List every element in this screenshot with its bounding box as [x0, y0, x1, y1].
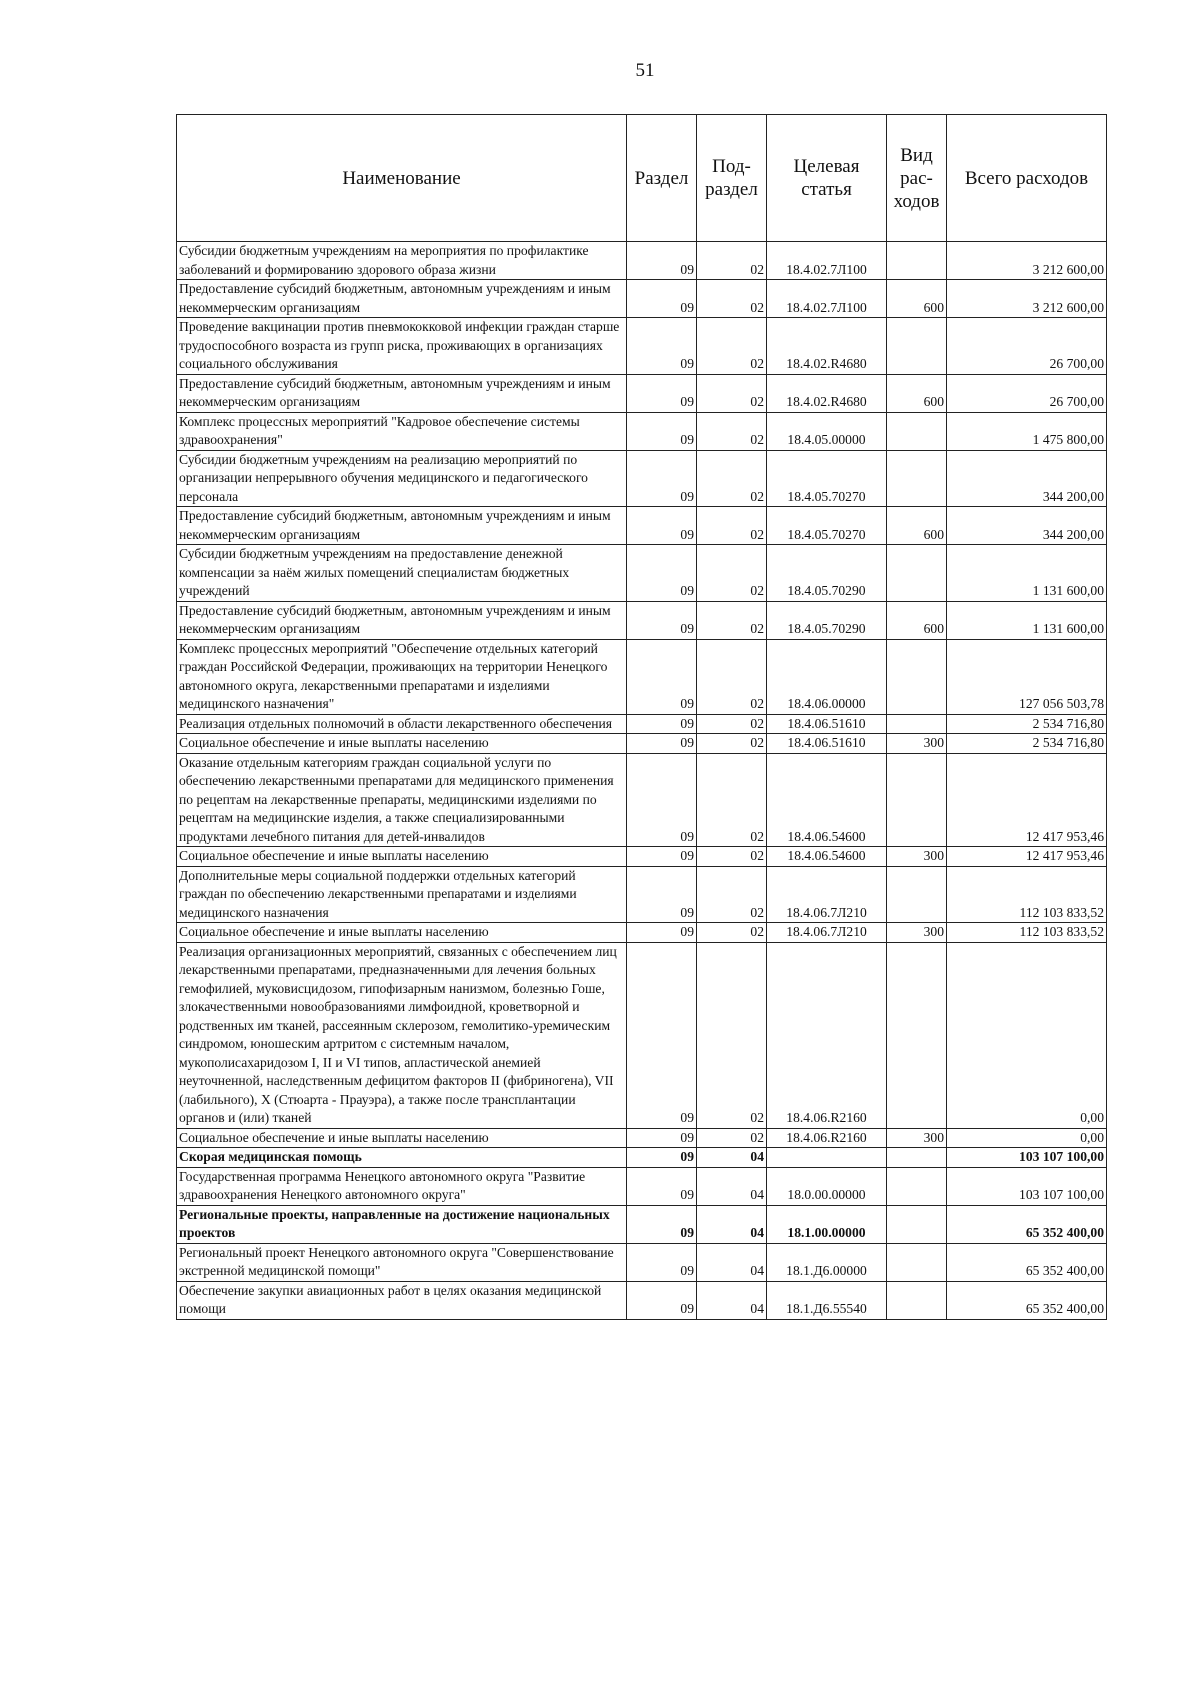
table-cell-article: 18.4.02.7Л100 — [767, 242, 887, 280]
table-cell-subsection: 02 — [697, 507, 767, 545]
table-cell-article: 18.4.05.70270 — [767, 450, 887, 507]
header-kind: Вид рас-ходов — [887, 115, 947, 242]
table-cell-section: 09 — [627, 734, 697, 754]
table-cell-total: 127 056 503,78 — [947, 639, 1107, 714]
table-row — [177, 412, 1107, 450]
table-cell-total: 1 131 600,00 — [947, 601, 1107, 639]
table-cell-subsection: 02 — [697, 280, 767, 318]
table-cell-name: Обеспечение закупки авиационных работ в целях оказания медицинской помощи — [177, 1281, 627, 1319]
table-cell-article: 18.4.02.R4680 — [767, 318, 887, 375]
table-cell-kind — [887, 1243, 947, 1281]
table-cell-name: Субсидии бюджетным учреждениям на мероприятия по профилактике заболеваний и формированию здорового образа жизни — [177, 242, 627, 280]
table-cell-subsection: 04 — [697, 1167, 767, 1205]
table-cell-article: 18.1.Д6.00000 — [767, 1243, 887, 1281]
table-cell-total: 344 200,00 — [947, 450, 1107, 507]
table-cell-article: 18.4.05.70270 — [767, 507, 887, 545]
budget-table — [176, 114, 1107, 1320]
table-cell-total: 0,00 — [947, 942, 1107, 1128]
table-cell-total: 1 131 600,00 — [947, 545, 1107, 602]
table-cell-section: 09 — [627, 714, 697, 734]
table-cell-kind — [887, 545, 947, 602]
table-cell-section: 09 — [627, 507, 697, 545]
table-cell-subsection: 02 — [697, 734, 767, 754]
table-row — [177, 318, 1107, 375]
table-cell-kind: 600 — [887, 601, 947, 639]
table-row — [177, 450, 1107, 507]
table-cell-section: 09 — [627, 412, 697, 450]
header-name: Наименование — [177, 115, 627, 242]
table-cell-article: 18.4.06.7Л210 — [767, 866, 887, 923]
table-cell-section: 09 — [627, 280, 697, 318]
table-cell-article: 18.4.05.70290 — [767, 545, 887, 602]
table-cell-kind — [887, 242, 947, 280]
table-cell-kind: 600 — [887, 507, 947, 545]
table-cell-name: Субсидии бюджетным учреждениям на реализацию мероприятий по организации непрерывного обучения медицинского и педагогического персонала — [177, 450, 627, 507]
table-cell-total: 65 352 400,00 — [947, 1205, 1107, 1243]
table-cell-subsection: 02 — [697, 545, 767, 602]
table-cell-kind — [887, 1205, 947, 1243]
header-article: Целевая статья — [767, 115, 887, 242]
table-cell-section: 09 — [627, 374, 697, 412]
table-cell-subsection: 02 — [697, 942, 767, 1128]
table-cell-name: Комплекс процессных мероприятий "Обеспечение отдельных категорий граждан Российской Федерации, проживающих на территории Ненецкого автономного округа, лекарственными препаратами и изделиями медицинского назначения" — [177, 639, 627, 714]
table-cell-article: 18.4.06.54600 — [767, 753, 887, 847]
table-cell-article: 18.0.00.00000 — [767, 1167, 887, 1205]
table-row — [177, 507, 1107, 545]
table-cell-kind — [887, 714, 947, 734]
table-cell-total: 65 352 400,00 — [947, 1281, 1107, 1319]
table-cell-name: Социальное обеспечение и иные выплаты населению — [177, 847, 627, 867]
header-section: Раздел — [627, 115, 697, 242]
table-cell-total: 12 417 953,46 — [947, 847, 1107, 867]
table-cell-name: Комплекс процессных мероприятий "Кадровое обеспечение системы здравоохранения" — [177, 412, 627, 450]
table-cell-section: 09 — [627, 866, 697, 923]
table-cell-name: Скорая медицинская помощь — [177, 1148, 627, 1168]
table-cell-section: 09 — [627, 1243, 697, 1281]
table-cell-article: 18.4.02.7Л100 — [767, 280, 887, 318]
table-cell-name: Социальное обеспечение и иные выплаты населению — [177, 923, 627, 943]
table-cell-total: 26 700,00 — [947, 318, 1107, 375]
table-row — [177, 734, 1107, 754]
table-row — [177, 242, 1107, 280]
table-cell-total: 0,00 — [947, 1128, 1107, 1148]
table-cell-kind: 300 — [887, 847, 947, 867]
table-row — [177, 1148, 1107, 1168]
table-cell-kind: 600 — [887, 374, 947, 412]
table-cell-article: 18.1.Д6.55540 — [767, 1281, 887, 1319]
table-row — [177, 1128, 1107, 1148]
table-cell-article: 18.4.05.70290 — [767, 601, 887, 639]
table-cell-name: Социальное обеспечение и иные выплаты населению — [177, 1128, 627, 1148]
table-cell-name: Реализация отдельных полномочий в области лекарственного обеспечения — [177, 714, 627, 734]
table-cell-article: 18.4.05.00000 — [767, 412, 887, 450]
table-cell-subsection: 02 — [697, 450, 767, 507]
table-cell-article: 18.4.02.R4680 — [767, 374, 887, 412]
table-row — [177, 942, 1107, 1128]
table-cell-total: 65 352 400,00 — [947, 1243, 1107, 1281]
table-cell-kind: 600 — [887, 280, 947, 318]
table-cell-subsection: 02 — [697, 1128, 767, 1148]
table-cell-kind: 300 — [887, 734, 947, 754]
table-cell-article: 18.4.06.00000 — [767, 639, 887, 714]
header-total: Всего расходов — [947, 115, 1107, 242]
table-cell-section: 09 — [627, 942, 697, 1128]
table-row — [177, 1243, 1107, 1281]
header-subsection: Под-раздел — [697, 115, 767, 242]
table-row — [177, 866, 1107, 923]
table-cell-article: 18.4.06.51610 — [767, 734, 887, 754]
table-cell-section: 09 — [627, 1167, 697, 1205]
table-cell-subsection: 04 — [697, 1205, 767, 1243]
table-row — [177, 374, 1107, 412]
table-cell-section: 09 — [627, 601, 697, 639]
page-number: 51 — [635, 60, 655, 81]
table-cell-subsection: 02 — [697, 242, 767, 280]
table-cell-subsection: 02 — [697, 374, 767, 412]
table-cell-section: 09 — [627, 923, 697, 943]
table-cell-article: 18.4.06.R2160 — [767, 1128, 887, 1148]
table-cell-kind — [887, 1167, 947, 1205]
table-cell-subsection: 02 — [697, 866, 767, 923]
table-cell-total: 3 212 600,00 — [947, 280, 1107, 318]
table-cell-name: Реализация организационных мероприятий, связанных с обеспечением лиц лекарственными препаратами, предназначенными для лечения больных гемофилией, муковисцидозом, гипофизарным нанизмом, болезнью Гоше, злокачественными новообразованиями лимфоидной, кроветворной и родственных им тканей, рассеянным склерозом, гемолитико-уремическим синдромом, юношеским артритом с системным началом, мукополисахаридозом I, II и VI типов, апластической анемией неуточненной, наследственным дефицитом факторов II (фибриногена), VII (лабильного), X (Стюарта - Прауэра), а также после трансплантации органов и (или) тканей — [177, 942, 627, 1128]
table-cell-kind — [887, 318, 947, 375]
table-cell-subsection: 04 — [697, 1281, 767, 1319]
table-cell-total: 26 700,00 — [947, 374, 1107, 412]
table-row — [177, 1167, 1107, 1205]
table-cell-section: 09 — [627, 1128, 697, 1148]
table-cell-total: 344 200,00 — [947, 507, 1107, 545]
table-cell-section: 09 — [627, 1281, 697, 1319]
table-row — [177, 714, 1107, 734]
table-cell-total: 103 107 100,00 — [947, 1167, 1107, 1205]
table-cell-name: Социальное обеспечение и иные выплаты населению — [177, 734, 627, 754]
table-cell-name: Проведение вакцинации против пневмококковой инфекции граждан старше трудоспособного возраста из групп риска, проживающих в организациях социального обслуживания — [177, 318, 627, 375]
table-cell-total: 112 103 833,52 — [947, 866, 1107, 923]
header-row — [177, 115, 1107, 242]
table-cell-subsection: 02 — [697, 847, 767, 867]
table-cell-subsection: 02 — [697, 639, 767, 714]
table-cell-article: 18.4.06.7Л210 — [767, 923, 887, 943]
table-row — [177, 847, 1107, 867]
table-cell-name: Региональный проект Ненецкого автономного округа "Совершенствование экстренной медицинской помощи" — [177, 1243, 627, 1281]
table-cell-kind — [887, 753, 947, 847]
table-cell-subsection: 02 — [697, 412, 767, 450]
table-row — [177, 923, 1107, 943]
table-cell-subsection: 02 — [697, 318, 767, 375]
table-cell-kind — [887, 1148, 947, 1168]
table-cell-kind — [887, 639, 947, 714]
table-cell-subsection: 02 — [697, 923, 767, 943]
table-cell-total: 112 103 833,52 — [947, 923, 1107, 943]
table-cell-name: Региональные проекты, направленные на достижение национальных проектов — [177, 1205, 627, 1243]
table-cell-subsection: 02 — [697, 753, 767, 847]
table-cell-section: 09 — [627, 242, 697, 280]
table-cell-name: Предоставление субсидий бюджетным, автономным учреждениям и иным некоммерческим организациям — [177, 280, 627, 318]
table-cell-subsection: 02 — [697, 601, 767, 639]
table-cell-section: 09 — [627, 1148, 697, 1168]
table-cell-subsection: 04 — [697, 1148, 767, 1168]
table-cell-section: 09 — [627, 1205, 697, 1243]
table-row — [177, 545, 1107, 602]
table-cell-total: 12 417 953,46 — [947, 753, 1107, 847]
table-cell-section: 09 — [627, 753, 697, 847]
table-cell-article: 18.1.00.00000 — [767, 1205, 887, 1243]
table-row — [177, 280, 1107, 318]
table-cell-name: Дополнительные меры социальной поддержки отдельных категорий граждан по обеспечению лекарственными препаратами и изделиями медицинского назначения — [177, 866, 627, 923]
table-cell-article: 18.4.06.54600 — [767, 847, 887, 867]
table-cell-name: Предоставление субсидий бюджетным, автономным учреждениям и иным некоммерческим организациям — [177, 374, 627, 412]
table-cell-kind — [887, 866, 947, 923]
table-cell-subsection: 04 — [697, 1243, 767, 1281]
table-row — [177, 601, 1107, 639]
table-cell-total: 1 475 800,00 — [947, 412, 1107, 450]
table-row — [177, 1205, 1107, 1243]
table-cell-section: 09 — [627, 450, 697, 507]
table-cell-kind — [887, 412, 947, 450]
table-cell-section: 09 — [627, 639, 697, 714]
table-cell-kind — [887, 942, 947, 1128]
table-cell-section: 09 — [627, 545, 697, 602]
table-cell-kind: 300 — [887, 1128, 947, 1148]
table-row — [177, 753, 1107, 847]
table-cell-total: 103 107 100,00 — [947, 1148, 1107, 1168]
table-cell-subsection: 02 — [697, 714, 767, 734]
table-cell-section: 09 — [627, 318, 697, 375]
table-cell-kind — [887, 1281, 947, 1319]
table-cell-kind: 300 — [887, 923, 947, 943]
table-cell-name: Государственная программа Ненецкого автономного округа "Развитие здравоохранения Ненецкого автономного округа" — [177, 1167, 627, 1205]
table-cell-article: 18.4.06.51610 — [767, 714, 887, 734]
table-cell-total: 3 212 600,00 — [947, 242, 1107, 280]
table-cell-name: Предоставление субсидий бюджетным, автономным учреждениям и иным некоммерческим организациям — [177, 601, 627, 639]
table-cell-name: Предоставление субсидий бюджетным, автономным учреждениям и иным некоммерческим организациям — [177, 507, 627, 545]
table-row — [177, 1281, 1107, 1319]
table-cell-article: 18.4.06.R2160 — [767, 942, 887, 1128]
table-cell-kind — [887, 450, 947, 507]
table-cell-section: 09 — [627, 847, 697, 867]
table-cell-name: Оказание отдельным категориям граждан социальной услуги по обеспечению лекарственными препаратами для медицинского применения по рецептам на лекарственные препараты, медицинскими изделиями по рецептам на медицинские изделия, а также специализированными продуктами лечебного питания для детей-инвалидов — [177, 753, 627, 847]
table-cell-name: Субсидии бюджетным учреждениям на предоставление денежной компенсации за наём жилых помещений специалистам бюджетных учреждений — [177, 545, 627, 602]
table-row — [177, 639, 1107, 714]
table-cell-article — [767, 1148, 887, 1168]
table-cell-total: 2 534 716,80 — [947, 714, 1107, 734]
table-cell-total: 2 534 716,80 — [947, 734, 1107, 754]
